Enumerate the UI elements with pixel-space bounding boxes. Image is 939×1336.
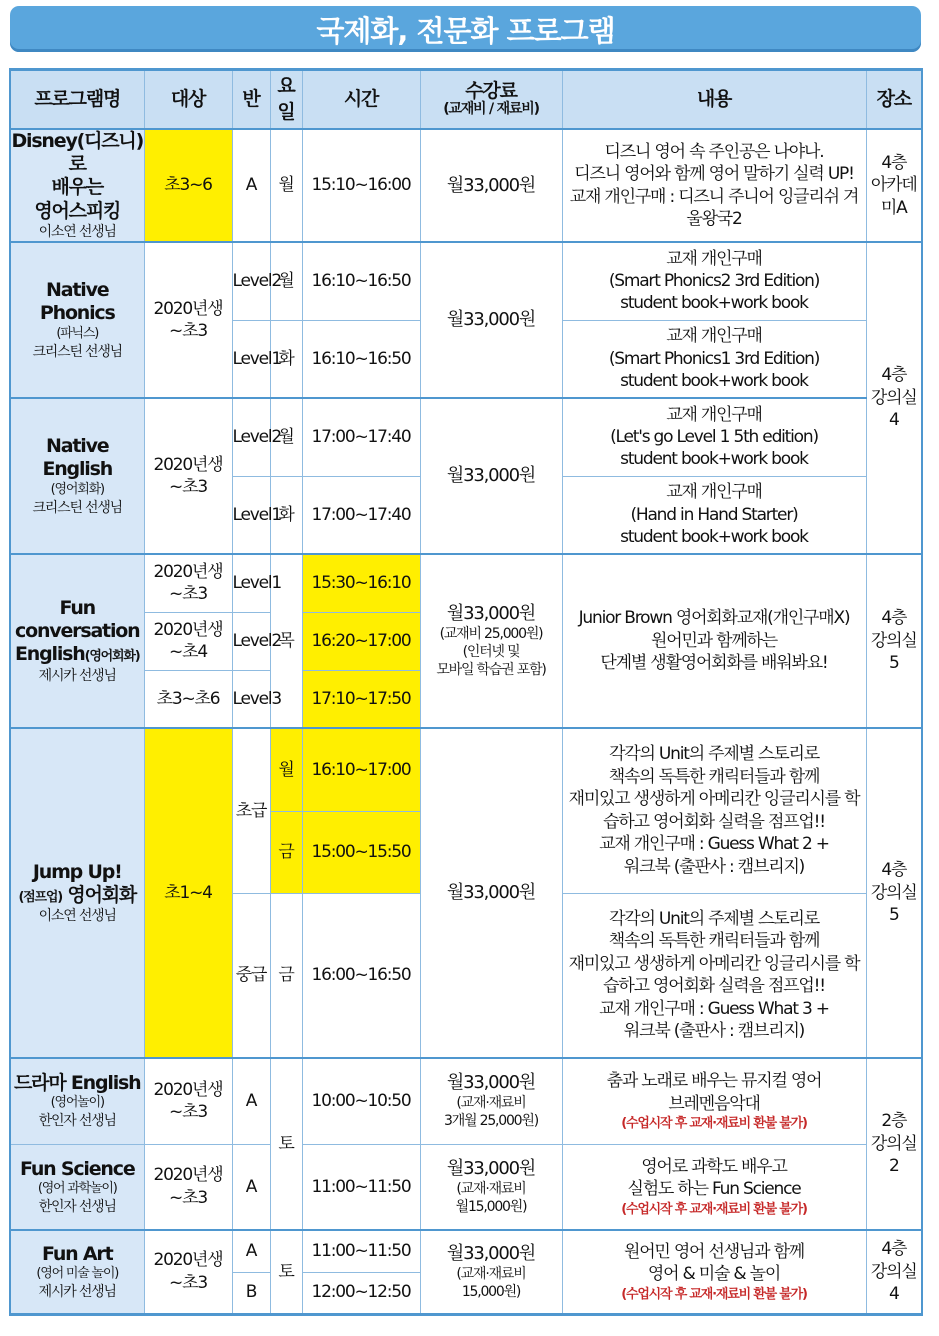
program-name-science (10, 1144, 144, 1230)
content-line: 춤과 노래로 배우는 뮤지컬 영어 (606, 1071, 822, 1092)
header-target: 대상 (144, 70, 232, 130)
location-room: 강의실5 (870, 630, 917, 674)
program-name-fun-conversation (10, 554, 144, 728)
program-subtitle: (영어놀이) (50, 1095, 104, 1111)
teacher-name: 크리스틴 선생님 (32, 343, 123, 360)
program-title: conversation (15, 620, 140, 643)
fee-note: 15,000원) (461, 1283, 521, 1300)
program-title: 드라마 English (14, 1072, 141, 1095)
time-cell: 16:00~16:50 (302, 893, 420, 1058)
header-day: 요일 (270, 70, 302, 130)
target-cell (144, 612, 232, 670)
content-line: (Let's go Level 1 5th edition) (610, 427, 818, 448)
target-cell (144, 554, 232, 612)
fee-cell (420, 728, 562, 1058)
location-cell (866, 728, 922, 1058)
header-fee-sub: (교재비 / 재료비) (443, 101, 539, 118)
target-cell (144, 1230, 232, 1314)
content-line: 교재 개인구매 (666, 482, 762, 503)
table-row (10, 129, 922, 242)
target-line: ~초3 (169, 1102, 207, 1123)
header-fee (420, 70, 562, 130)
header-program: 프로그램명 (10, 70, 144, 130)
content-line: 원어민과 함께하는 (651, 630, 777, 651)
time-cell: 12:00~12:50 (302, 1272, 420, 1314)
fee-cell (420, 1230, 562, 1314)
teacher-name: 크리스틴 선생님 (32, 499, 123, 516)
table-row (10, 1144, 922, 1230)
program-title: Fun (59, 597, 95, 620)
program-subtitle: (점프업) (18, 889, 62, 905)
location-room: 강의실2 (870, 1133, 917, 1177)
program-title: Native English (42, 435, 113, 481)
location-floor: 4층 (881, 860, 907, 881)
content-line: 교재 개인구매 (666, 326, 762, 347)
content-line: 습하고 영어회화 실력을 점프업!! (603, 976, 825, 997)
program-title (11, 884, 144, 907)
content-line: Junior Brown 영어회화교재(개인구매X) (578, 608, 850, 629)
refund-warning: (수업시작 후 교재·재료비 환불 불가) (621, 1116, 807, 1132)
fee-note: (교재·재료비 (456, 1095, 526, 1112)
content-line: 교재 개인구매 : Guess What 2 + (599, 834, 829, 855)
program-title: Fun Art (42, 1242, 113, 1265)
content-line: 재미있고 생생하게 아메리칸 잉글리시를 학 (568, 789, 860, 810)
fee-cell (420, 242, 562, 398)
target-line: ~초3 (169, 1272, 207, 1293)
location-cell (866, 1230, 922, 1314)
target-cell (144, 1144, 232, 1230)
content-line: (Smart Phonics1 3rd Edition) (608, 348, 820, 369)
fee-cell (420, 554, 562, 728)
content-cell (562, 1230, 866, 1314)
class-cell: B (232, 1272, 270, 1314)
content-line: 브레멘음악대 (668, 1093, 760, 1114)
location-cell (866, 242, 922, 554)
location-room: 아카데미A (870, 175, 917, 218)
table-row (10, 398, 922, 476)
class-cell: A (232, 129, 270, 242)
target-line: 2020년생 (153, 454, 223, 475)
program-title: Disney(디즈니)로 (11, 130, 144, 176)
program-name-disney (10, 129, 144, 242)
fee-note: (교재·재료비 (456, 1180, 526, 1197)
location-floor: 4층 (881, 1239, 907, 1260)
class-cell: A (232, 1058, 270, 1144)
table-row (10, 554, 922, 612)
program-title: Jump Up! (32, 860, 122, 883)
content-cell (562, 476, 866, 554)
class-cell: 중급 (232, 893, 270, 1058)
fee-amount: 월33,000원 (446, 603, 536, 625)
time-cell: 17:10~17:50 (302, 670, 420, 728)
target-line: ~초3 (169, 584, 207, 605)
time-cell: 15:10~16:00 (302, 129, 420, 242)
day-cell: 화 (270, 476, 302, 554)
day-cell: 월 (270, 242, 302, 320)
program-title: Native Phonics (39, 279, 115, 325)
time-cell: 16:10~16:50 (302, 242, 420, 320)
time-cell: 16:10~16:50 (302, 320, 420, 398)
table-row (10, 1058, 922, 1144)
page-title: 국제화, 전문화 프로그램 (10, 6, 921, 52)
content-line: student book+work book (620, 370, 808, 391)
header-content: 내용 (562, 70, 866, 130)
program-name-english (10, 398, 144, 554)
content-line: 실험도 하는 Fun Science (627, 1179, 801, 1200)
class-cell: A (232, 1230, 270, 1272)
program-subtitle: (파닉스) (56, 325, 99, 341)
class-cell: A (232, 1144, 270, 1230)
target-line: 2020년생 (153, 298, 223, 319)
content-line: student book+work book (620, 449, 808, 470)
header-fee-main: 수강료 (465, 80, 517, 103)
location-floor: 2층 (881, 1111, 907, 1132)
time-cell: 17:00~17:40 (302, 398, 420, 476)
target-cell: 초3~6 (144, 129, 232, 242)
fee-cell (420, 398, 562, 554)
program-name-phonics (10, 242, 144, 398)
fee-note: 3개월 25,000원) (444, 1113, 538, 1130)
content-cell (562, 129, 866, 242)
program-title: Fun Science (19, 1157, 135, 1180)
teacher-name: 제시카 선생님 (38, 1283, 116, 1300)
target-line: ~초3 (169, 1187, 207, 1208)
program-name-jump-up (10, 728, 144, 1058)
time-cell: 17:00~17:40 (302, 476, 420, 554)
fee-note: (인터넷 및 (462, 643, 520, 660)
class-cell: Level2 (232, 398, 270, 476)
fee-cell (420, 1058, 562, 1144)
content-cell (562, 1144, 866, 1230)
location-room: 강의실4 (870, 387, 917, 431)
fee-amount: 월33,000원 (446, 1242, 536, 1264)
program-subtitle: (영어 과학놀이) (37, 1180, 117, 1196)
content-line: 디즈니 영어 속 주인공은 나야나. (604, 141, 824, 162)
fee-note: (교재비 25,000원) (439, 626, 543, 643)
content-line: 디즈니 영어와 함께 영어 말하기 실력 UP! (574, 164, 854, 185)
program-table (9, 68, 923, 1316)
location-cell (866, 554, 922, 728)
content-line: 습하고 영어회화 실력을 점프업!! (603, 811, 825, 832)
class-cell: 초급 (232, 728, 270, 893)
target-line: 2020년생 (153, 619, 223, 640)
target-cell (144, 1058, 232, 1144)
content-line: student book+work book (620, 526, 808, 547)
target-cell (144, 242, 232, 398)
target-cell: 초1~4 (144, 728, 232, 1058)
program-subtitle: (영어 미술 놀이) (36, 1265, 119, 1281)
content-cell (562, 320, 866, 398)
content-line: 워크북 (출판사 : 캠브리지) (623, 856, 805, 877)
table-row (10, 1230, 922, 1272)
content-line: 영어로 과학도 배우고 (641, 1156, 787, 1177)
fee-note: (교재·재료비 (456, 1265, 526, 1282)
header-class: 반 (232, 70, 270, 130)
content-cell (562, 554, 866, 728)
class-cell: Level2 (232, 612, 270, 670)
table-row (10, 728, 922, 811)
teacher-name: 이소연 선생님 (38, 908, 116, 925)
content-cell (562, 398, 866, 476)
content-line: 각각의 Unit의 주제별 스토리로 (609, 744, 819, 765)
program-title-main: English (15, 643, 85, 666)
content-line: 영어 & 미술 & 놀이 (647, 1264, 781, 1285)
time-cell: 15:00~15:50 (302, 811, 420, 893)
fee-cell (420, 129, 562, 242)
content-cell (562, 242, 866, 320)
day-cell: 월 (270, 398, 302, 476)
refund-warning: (수업시작 후 교재·재료비 환불 불가) (621, 1286, 807, 1302)
header-time: 시간 (302, 70, 420, 130)
program-title-main: 영어회화 (67, 883, 137, 906)
program-subtitle: (영어회화) (50, 481, 104, 497)
day-cell: 월 (270, 728, 302, 811)
fee-amount: 월33,000원 (446, 174, 536, 196)
program-title (11, 643, 144, 666)
content-line: 원어민 영어 선생님과 함께 (623, 1241, 805, 1262)
location-cell (866, 1058, 922, 1230)
content-cell (562, 728, 866, 893)
fee-amount: 월33,000원 (446, 1072, 536, 1094)
refund-warning: (수업시작 후 교재·재료비 환불 불가) (621, 1201, 807, 1217)
day-cell: 금 (270, 811, 302, 893)
class-cell: Level1 (232, 476, 270, 554)
fee-note: 모바일 학습권 포함) (436, 661, 546, 678)
content-line: 책속의 독특한 캐릭터들과 함께 (608, 766, 820, 787)
target-cell: 초3~초6 (144, 670, 232, 728)
day-cell: 목 (270, 554, 302, 728)
time-cell: 11:00~11:50 (302, 1230, 420, 1272)
content-line: 교재 개인구매 : Guess What 3 + (599, 998, 829, 1019)
content-cell (562, 893, 866, 1058)
day-cell: 금 (270, 893, 302, 1058)
content-line: (Hand in Hand Starter) (630, 504, 798, 525)
day-cell: 월 (270, 129, 302, 242)
target-line: 2020년생 (153, 1250, 223, 1271)
program-title: 배우는 (51, 176, 103, 199)
content-line: 단계별 생활영어회화를 배워봐요! (600, 653, 828, 674)
target-line: ~초3 (169, 477, 207, 497)
target-line: 2020년생 (153, 1079, 223, 1100)
content-line: 교재 개인구매 (666, 404, 762, 425)
content-line: 재미있고 생생하게 아메리칸 잉글리시를 학 (568, 953, 860, 974)
table-row (10, 242, 922, 320)
target-line: 2020년생 (153, 561, 223, 582)
day-cell: 화 (270, 320, 302, 398)
content-line: 워크북 (출판사 : 캠브리지) (623, 1021, 805, 1042)
program-title: 영어스피킹 (34, 199, 121, 222)
program-name-drama (10, 1058, 144, 1144)
target-line: ~초3 (169, 321, 207, 341)
fee-amount: 월33,000원 (446, 465, 536, 487)
header-location: 장소 (866, 70, 922, 130)
teacher-name: 한인자 선생님 (38, 1198, 116, 1215)
fee-amount: 월33,000원 (446, 1157, 536, 1179)
content-cell (562, 1058, 866, 1144)
target-line: 2020년생 (153, 1165, 223, 1186)
header-row (10, 70, 922, 130)
class-cell: Level1 (232, 320, 270, 398)
class-cell: Level2 (232, 242, 270, 320)
time-cell: 11:00~11:50 (302, 1144, 420, 1230)
location-room: 강의실4 (870, 1261, 917, 1304)
content-line: 책속의 독특한 캐릭터들과 함께 (608, 931, 820, 952)
location-floor: 4층 (881, 608, 907, 629)
program-name-art (10, 1230, 144, 1314)
teacher-name: 한인자 선생님 (38, 1113, 116, 1130)
time-cell: 15:30~16:10 (302, 554, 420, 612)
fee-note: 월15,000원) (455, 1198, 527, 1215)
program-subtitle: (영어회화) (84, 649, 140, 665)
fee-cell (420, 1144, 562, 1230)
teacher-name: 제시카 선생님 (38, 667, 116, 684)
content-line: 각각의 Unit의 주제별 스토리로 (609, 908, 819, 929)
content-line: student book+work book (620, 293, 808, 314)
content-line: 교재 개인구매 : 디즈니 주니어 잉글리쉬 겨울왕국2 (569, 186, 859, 229)
day-cell: 토 (270, 1230, 302, 1314)
content-line: (Smart Phonics2 3rd Edition) (608, 271, 820, 292)
target-cell (144, 398, 232, 554)
content-line: 교재 개인구매 (666, 248, 762, 269)
time-cell: 10:00~10:50 (302, 1058, 420, 1144)
location-floor: 4층 (881, 152, 907, 173)
fee-amount: 월33,000원 (446, 882, 536, 904)
location-floor: 4층 (881, 365, 907, 386)
class-cell: Level1 (232, 554, 270, 612)
location-room: 강의실5 (870, 882, 917, 926)
time-cell: 16:10~17:00 (302, 728, 420, 811)
class-cell: Level3 (232, 670, 270, 728)
day-cell: 토 (270, 1058, 302, 1230)
location-cell (866, 129, 922, 242)
time-cell: 16:20~17:00 (302, 612, 420, 670)
fee-amount: 월33,000원 (446, 309, 536, 331)
target-line: ~초4 (169, 642, 207, 662)
teacher-name: 이소연 선생님 (38, 223, 116, 240)
